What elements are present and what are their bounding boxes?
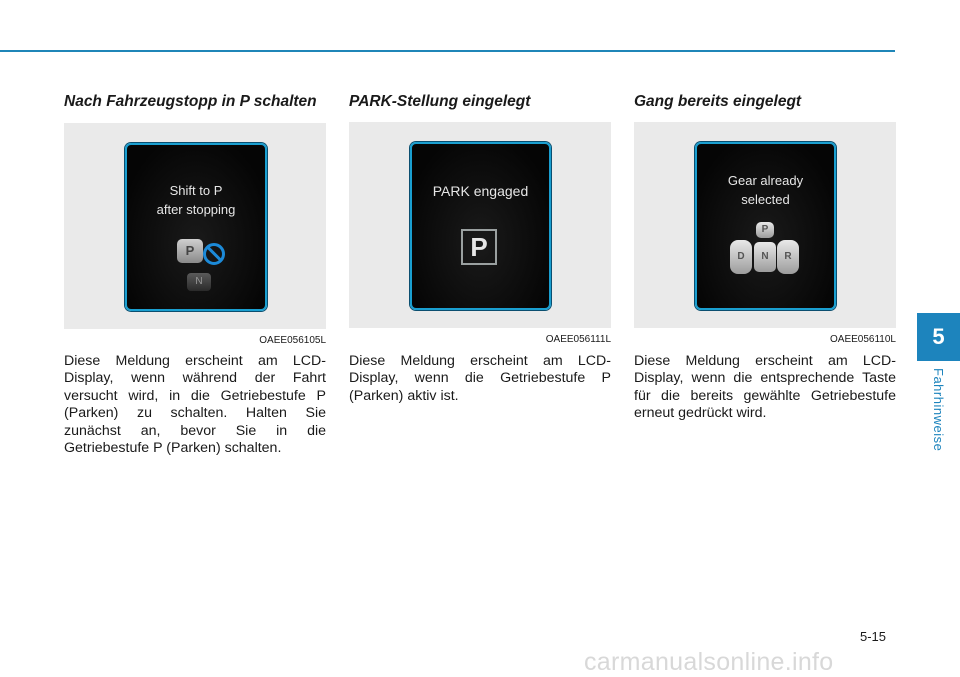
lcd-message: Gear already selected [727,173,804,207]
section-title: Gang bereits eingelegt [634,93,802,110]
section-body: Diese Meldung erscheint am LCD-Display, wenn die Getriebestufe P (Parken) aktiv ist. [349,353,611,404]
park-indicator-icon: P [461,229,497,265]
section-body: Diese Meldung erscheint am LCD-Display, wenn während der Fahrt versucht wird, in die Getriebestufe P (Parken) zu schalten. Halten Sie zunächst an, bevor Sie in die Getriebestufe P (Parken) schalten. [64,353,326,457]
top-rule [0,50,895,52]
figure-gear-already-selected [634,122,896,345]
p-button-icon: P [756,222,774,238]
lcd-message: PARK engaged [432,183,529,199]
section-title: Nach Fahrzeugstopp in P schalten [64,93,317,110]
d-button-icon: D [730,240,752,274]
section-gear-already-selected [634,93,896,423]
r-button-icon: R [777,240,799,274]
n-button-icon: N [754,242,776,272]
figure-code: OAEE056110L [830,334,896,345]
watermark: carmanualsonline.info [584,648,834,676]
lcd-message: Shift to P after stopping [156,183,236,217]
figure-code: OAEE056105L [259,335,326,346]
figure-code: OAEE056111L [545,334,611,345]
section-title: PARK-Stellung eingelegt [349,93,531,110]
section-shift-to-p [64,93,326,457]
section-park-engaged [349,93,611,405]
section-body: Diese Meldung erscheint am LCD-Display, wenn die entsprechende Taste für die bereits gewählte Getriebestufe erneut gedrückt wird. [634,353,896,422]
prohibited-icon [203,243,225,265]
figure-shift-to-p [64,123,326,346]
page-number: 5-15 [860,629,887,644]
figure-park-engaged [349,122,611,345]
chapter-label: Fahrhinweise [931,368,946,452]
p-button-icon: P [177,239,203,263]
lcd-screen [695,142,836,310]
chapter-tab: 5 [917,313,960,361]
n-button-icon: N [187,273,211,291]
lcd-screen [125,143,267,311]
lcd-screen [410,142,551,310]
